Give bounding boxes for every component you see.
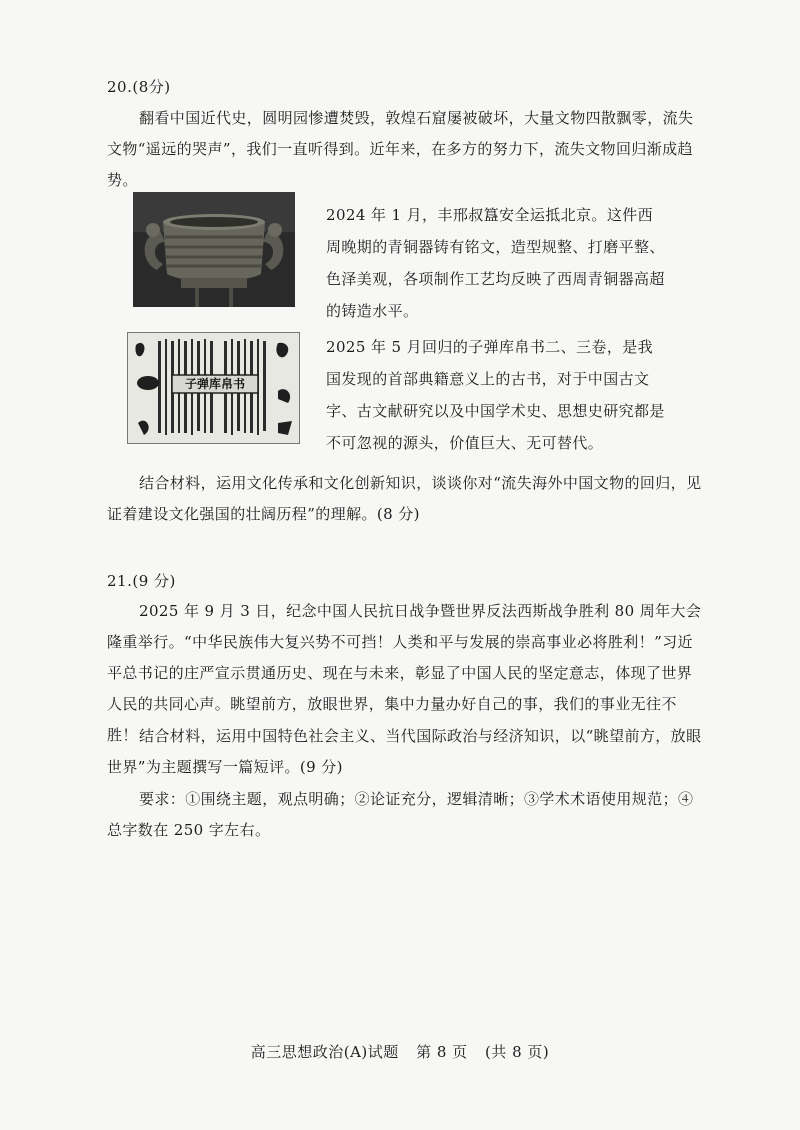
silk-manuscript-label: 子弹库帛书 (184, 377, 245, 391)
question-21-material: 2025 年 9 月 3 日，纪念中国人民抗日战争暨世界反法西斯战争胜利 80 周年大会隆重举行。“中华民族伟大复兴势不可挡！人类和平与发展的崇高事业必将胜利！”习近平总书记的庄严宣示贯通历史、现在与未来，彰显了中国人民的坚定意志，体现了世界人民的共同心声。眺望前方，放眼世界，集中力量办好自己的事，我们的事业无往不胜！ (107, 602, 702, 744)
question-21-header: 21.(9 分) (107, 572, 176, 590)
question-20-task: 结合材料，运用文化传承和文化创新知识，谈谈你对“流失海外中国文物的回归，见证着建设文化强国的壮阔历程”的理解。(8 分) (107, 474, 702, 523)
bronze-gui-photo (133, 192, 295, 307)
footer-subject: 高三思想政治(A)试题 (250, 1043, 399, 1061)
question-21-requirements: 要求：①围绕主题，观点明确；②论证充分，逻辑清晰；③学术术语使用规范；④总字数在 250 字左右。 (107, 790, 694, 839)
bronze-gui-description: 2024 年 1 月，丰邢叔簋安全运抵北京。这件西周晚期的青铜器铸有铭文，造型规整、打磨平整、色泽美观，各项制作工艺均反映了西周青铜器高超的铸造水平。 (326, 206, 665, 320)
question-20-intro: 翻看中国近代史，圆明园惨遭焚毁，敦煌石窟屡被破坏，大量文物四散飘零，流失文物“遥远的哭声”，我们一直听得到。近年来，在多方的努力下，流失文物回归渐成趋势。 (107, 109, 694, 189)
question-21-task: 结合材料，运用中国特色社会主义、当代国际政治与经济知识，以“眺望前方，放眼世界”为主题撰写一篇短评。(9 分) (107, 727, 702, 776)
question-20-header: 20.(8分) (107, 78, 171, 96)
page-footer (0, 1041, 800, 1062)
footer-page-number: 第 8 页 (416, 1043, 468, 1061)
silk-manuscript-description: 2025 年 5 月回归的子弹库帛书二、三卷，是我国发现的首部典籍意义上的古书，对于中国古文字、古文献研究以及中国学术史、思想史研究都是不可忽视的源头，价值巨大、无可替代。 (326, 338, 665, 452)
footer-page-total: (共 8 页) (484, 1043, 550, 1061)
silk-manuscript-photo (127, 332, 300, 444)
